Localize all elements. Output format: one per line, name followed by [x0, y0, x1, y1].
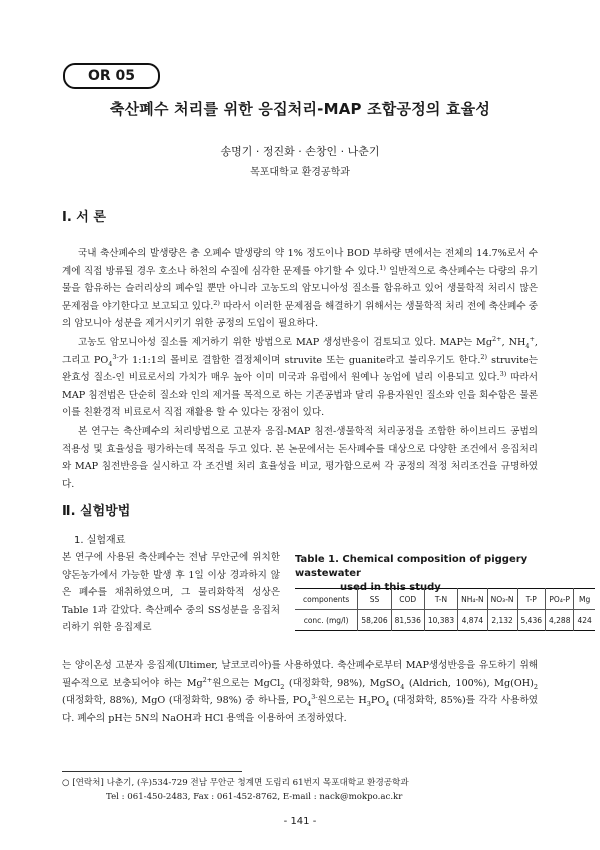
table-row	[295, 610, 595, 631]
table-caption: Table 1. Chemical composition of piggery wastewater used in this study	[295, 554, 528, 593]
materials-paragraph-continued: 는 양이온성 고분자 응집제(Ultimer, 날코코리아)를 사용하였다. 축산폐수로부터 MAP생성반응을 유도하기 위해 필수적으로 보충되어야 하는 $Mg^{2+}$원으로는 MgCl$_2$ (대정화학, 98%), MgSO$_4$ (Aldrich, 100%), $Mg(OH)_2$ (대정화학, 88%), MgO (대정화학, 98%) 중 하나를, $PO_4^{3-}$원으로는 $H_3PO_4$ (대정화학, 85%)를 각각 사용하였다. 폐수의 pH는 5N의 NaOH과 HCl 용액을 이용하여 조정하였다.	[62, 660, 539, 724]
intro-paragraph-3: 본 연구는 축산폐수의 처리방법으로 고분자 응집-MAP 침전-생물학적 처리공정을 조합한 하이브리드 공법의 적용성 및 효율성을 평가하는데 목적을 두고 있다. 본 논문에서는 돈사폐수를 대상으로 다양한 조건에서 응집처리와 MAP 침전반응을 실시하고 각 조건별 처리 효율성을 비교, 평가함으로써 각 공정의 적정 처리조건을 규명하였다.	[62, 426, 538, 490]
table-header-cell: T-N	[424, 589, 457, 610]
table-header-cell: PO₄-P	[546, 589, 574, 610]
table-cell: 424	[574, 610, 595, 631]
table-header-cell: NO₃-N	[487, 589, 517, 610]
footnote-divider	[62, 771, 242, 772]
table-cell: 10,383	[424, 610, 457, 631]
affiliation: 목포대학교 환경공학과	[250, 167, 350, 178]
section-heading-methods: Ⅱ. 실험방법	[62, 504, 131, 519]
intro-paragraph-1: 국내 축산폐수의 발생량은 총 오폐수 발생량의 약 1% 정도이나 BOD 부하량 면에서는 전체의 14.7%로서 수계에 직접 방류될 경우 호소나 하천의 수질에 심각한 문제를 야기할 수 있다.$^{1)}$ 일반적으로 축산폐수는 다량의 유기물을 함유하는 슬러리상의 폐수일 뿐만 아니라 고농도의 암모니아성 질소를 함유하고 있어 생물학적 처리시 많은 문제점을 야기한다고 보고되고 있다.$^{2)}$ 따라서 이러한 문제점을 해결하기 위해서는 생물학적 처리 전에 축산폐수 중의 암모니아 성분을 제거시키기 위한 공정의 도입이 필요하다.	[62, 248, 538, 330]
materials-paragraph-left: 본 연구에 사용된 축산폐수는 전남 무안군에 위치한 양돈농가에서 가능한 발생 후 1일 이상 경과하지 않은 폐수를 채취하였으며, 그 물리화학적 성상은 Table 1과 같았다. 축산폐수 중의 SS성분을 응집처리하기 위한 응집제로	[62, 552, 280, 634]
table-cell: 2,132	[487, 610, 517, 631]
table-header-row	[295, 589, 595, 610]
section-heading-introduction: Ⅰ. 서 론	[62, 210, 106, 225]
table-header-cell: components	[295, 589, 358, 610]
table-cell: 81,536	[391, 610, 424, 631]
table-header-cell: COD	[391, 589, 424, 610]
table-cell: 4,874	[458, 610, 488, 631]
table-header-cell: T-P	[517, 589, 545, 610]
table-header-cell: SS	[358, 589, 391, 610]
paper-code-badge: OR 05	[63, 63, 160, 89]
composition-table	[295, 588, 595, 631]
subsection-heading-materials: 1. 실험재료	[74, 535, 126, 546]
author-list: 송명기 · 정진화 · 손창인 · 나춘기	[220, 145, 380, 158]
contact-footnote: ○ [연락처] 나춘기, (우)534-729 전남 무안군 청계면 도림리 61번지 목포대학교 환경공학과 Tel : 061-450-2483, Fax : 061-452-8762, E-mail : nack@mokpo.ac.kr	[62, 778, 409, 802]
table-cell: conc. (mg/l)	[303, 615, 349, 625]
paper-title: 축산폐수 처리를 위한 응집처리-MAP 조합공정의 효율성	[109, 100, 491, 118]
table-header-cell: Mg	[574, 589, 595, 610]
intro-paragraph-2: 고농도 암모니아성 질소를 제거하기 위한 방법으로 MAP 생성반응이 검토되고 있다. MAP는 $Mg^{2+}$, $NH_4^+$, 그리고 $PO_4^{3-}$가 1:1:1의 몰비로 결합한 결정체이며 struvite 또는 guanite라고 불리우기도 한다.$^{2)}$ struvite는 완효성 질소-인 비료로서의 가치가 매우 높아 이미 미국과 유럽에서 원예나 농업에 널리 이용되고 있다.$^{3)}$ 따라서 MAP 침전법은 단순히 질소와 인의 제거를 목적으로 하는 기존공법과 달리 유용자원인 질소와 인을 회수함은 물론 이를 친환경적 비료로서 직접 재활용 할 수 있다는 장점이 있다.	[62, 334, 538, 419]
table-cell: 5,436	[517, 610, 545, 631]
table-cell: 58,206	[358, 610, 391, 631]
table-header-cell: NH₄-N	[458, 589, 488, 610]
page-number: - 141 -	[283, 816, 317, 827]
table-cell: 4,288	[546, 610, 574, 631]
